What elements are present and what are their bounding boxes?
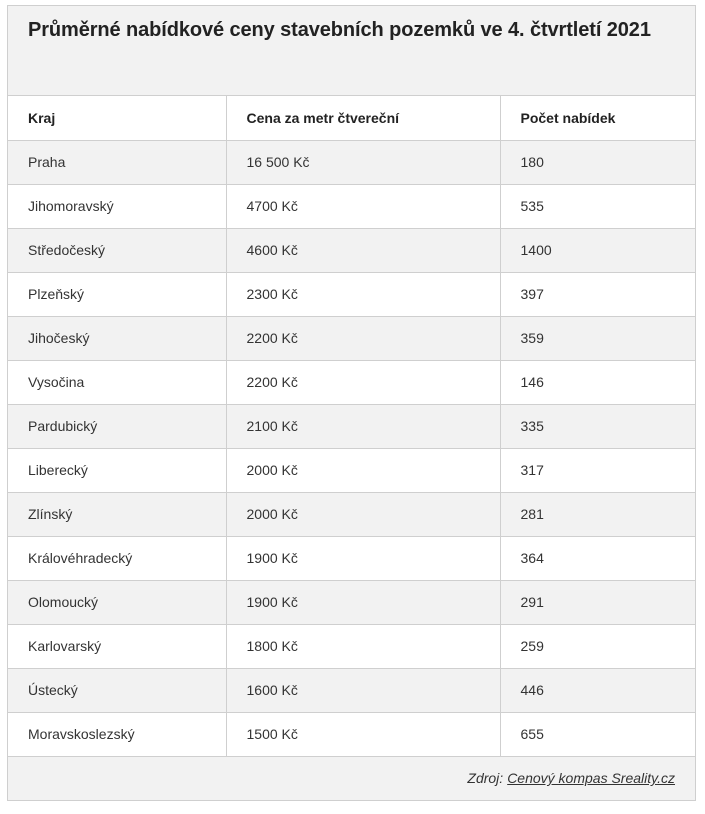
cell-region: Plzeňský (8, 272, 226, 316)
cell-price: 16 500 Kč (226, 140, 500, 184)
table-row (8, 140, 695, 184)
source-row (8, 757, 695, 800)
cell-region: Zlínský (8, 492, 226, 536)
cell-price: 2200 Kč (226, 316, 500, 360)
cell-offers: 291 (500, 580, 695, 624)
cell-region: Ústecký (8, 668, 226, 712)
table-title: Průměrné nabídkové ceny stavebních pozemků ve 4. čtvrtletí 2021 (28, 19, 651, 41)
table-row (8, 448, 695, 492)
cell-region: Pardubický (8, 404, 226, 448)
table-row (8, 624, 695, 668)
cell-price: 1600 Kč (226, 668, 500, 712)
cell-price: 4600 Kč (226, 228, 500, 272)
cell-price: 2300 Kč (226, 272, 500, 316)
table-header-row (8, 96, 695, 140)
header-price: Cena za metr čtvereční (226, 96, 500, 140)
table-row (8, 272, 695, 316)
table-row (8, 404, 695, 448)
source-link[interactable]: Cenový kompas Sreality.cz (507, 770, 675, 786)
cell-offers: 146 (500, 360, 695, 404)
cell-offers: 655 (500, 712, 695, 756)
cell-price: 1900 Kč (226, 536, 500, 580)
cell-offers: 281 (500, 492, 695, 536)
cell-price: 2000 Kč (226, 492, 500, 536)
table-row (8, 360, 695, 404)
cell-region: Jihomoravský (8, 184, 226, 228)
cell-offers: 359 (500, 316, 695, 360)
cell-price: 1900 Kč (226, 580, 500, 624)
price-table (8, 96, 695, 757)
cell-region: Jihočeský (8, 316, 226, 360)
cell-price: 1800 Kč (226, 624, 500, 668)
table-row (8, 712, 695, 756)
cell-region: Olomoucký (8, 580, 226, 624)
cell-region: Vysočina (8, 360, 226, 404)
header-offers: Počet nabídek (500, 96, 695, 140)
cell-offers: 397 (500, 272, 695, 316)
table-row (8, 536, 695, 580)
cell-price: 2200 Kč (226, 360, 500, 404)
cell-price: 2100 Kč (226, 404, 500, 448)
cell-offers: 317 (500, 448, 695, 492)
price-table-container (7, 5, 696, 801)
cell-price: 1500 Kč (226, 712, 500, 756)
cell-offers: 259 (500, 624, 695, 668)
table-body (8, 140, 695, 756)
table-row (8, 228, 695, 272)
cell-region: Středočeský (8, 228, 226, 272)
table-row (8, 184, 695, 228)
cell-offers: 1400 (500, 228, 695, 272)
table-row (8, 580, 695, 624)
header-region: Kraj (8, 96, 226, 140)
table-row (8, 492, 695, 536)
cell-region: Královéhradecký (8, 536, 226, 580)
cell-region: Liberecký (8, 448, 226, 492)
cell-region: Praha (8, 140, 226, 184)
table-row (8, 668, 695, 712)
cell-offers: 446 (500, 668, 695, 712)
cell-offers: 335 (500, 404, 695, 448)
cell-price: 4700 Kč (226, 184, 500, 228)
cell-price: 2000 Kč (226, 448, 500, 492)
table-row (8, 316, 695, 360)
cell-offers: 364 (500, 536, 695, 580)
cell-region: Karlovarský (8, 624, 226, 668)
cell-offers: 180 (500, 140, 695, 184)
cell-region: Moravskoslezský (8, 712, 226, 756)
cell-offers: 535 (500, 184, 695, 228)
source-label: Zdroj: (467, 770, 504, 786)
table-title-block (8, 6, 695, 96)
